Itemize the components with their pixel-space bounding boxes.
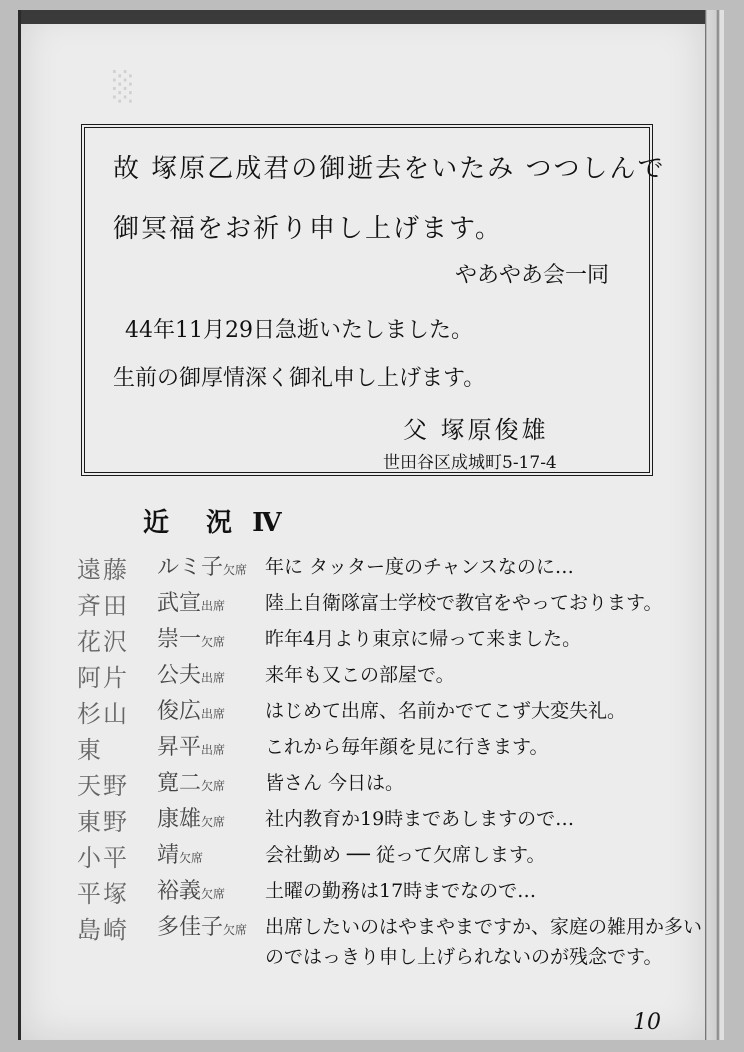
member-surname: 島崎 [77, 916, 129, 944]
notice-line-2: 御冥福をお祈り申し上げます。 [113, 214, 503, 244]
member-given-name [157, 802, 225, 833]
member-given-name [157, 622, 225, 653]
member-message: 昨年4月より東京に帰って来ました。 [265, 628, 582, 650]
notice-line-thanks: 生前の御厚情深く御礼申し上げます。 [113, 366, 486, 391]
member-message: はじめて出席、名前かでてこず大変失礼。 [265, 700, 627, 722]
attendance-status: 欠席 [201, 779, 226, 793]
list-item [77, 622, 697, 658]
notice-signature-father: 父 塚原俊雄 [403, 416, 549, 444]
attendance-status: 欠席 [201, 635, 226, 649]
member-message: 来年も又この部屋で。 [265, 664, 455, 686]
member-surname: 斉田 [77, 592, 129, 620]
member-message: 陸上自衛隊富士学校で教官をやっております。 [265, 592, 663, 614]
page-edge-right [702, 10, 724, 1040]
entry-list [77, 550, 703, 972]
list-item [77, 802, 697, 838]
list-item [77, 730, 697, 766]
member-given-text: ルミ子 [157, 555, 224, 580]
list-item [77, 874, 697, 910]
list-item [77, 658, 697, 694]
member-surname: 天野 [77, 772, 129, 800]
member-given-text: 武宣 [157, 591, 202, 616]
notice-line-date: 44年11月29日急逝いたしました。 [125, 318, 473, 343]
attendance-status: 欠席 [201, 887, 226, 901]
memorial-notice-box [81, 124, 666, 476]
member-given-text: 俊広 [157, 699, 202, 724]
attendance-status: 出席 [201, 707, 226, 721]
member-surname: 東 [77, 736, 103, 764]
attendance-status: 欠席 [223, 923, 248, 937]
notice-address: 世田谷区成城町5-17-4 [383, 453, 557, 473]
member-surname: 阿片 [77, 664, 129, 692]
member-surname: 小平 [77, 844, 129, 872]
member-given-name [157, 766, 225, 797]
attendance-status: 出席 [201, 671, 226, 685]
member-given-text: 崇一 [157, 627, 202, 652]
member-message: 年に タッター度のチャンスなのに… [265, 556, 574, 578]
member-given-text: 寛二 [157, 771, 202, 796]
member-surname: 東野 [77, 808, 129, 836]
member-given-name [157, 550, 247, 581]
member-given-name [157, 838, 203, 869]
member-given-name [157, 910, 247, 941]
member-message: 出席したいのはやまやまですか、家庭の雑用か多いのではっきり申し上げられないのが残念です。 [265, 916, 703, 968]
member-surname: 花沢 [77, 628, 129, 656]
member-surname: 平塚 [77, 880, 129, 908]
member-given-name [157, 586, 225, 617]
member-given-text: 公夫 [157, 663, 202, 688]
list-item [77, 586, 697, 622]
attendance-status: 欠席 [179, 851, 204, 865]
member-given-name [157, 694, 225, 725]
member-message: これから毎年顔を見に行きます。 [265, 736, 549, 758]
member-surname: 杉山 [77, 700, 129, 728]
member-given-name [157, 730, 225, 761]
section-number: Ⅳ [252, 508, 282, 538]
member-message: 土曜の勤務は17時までなので… [265, 880, 537, 902]
attendance-status: 出席 [201, 599, 226, 613]
attendance-status: 出席 [201, 743, 226, 757]
member-given-text: 昇平 [157, 735, 202, 760]
attendance-status: 欠席 [201, 815, 226, 829]
notice-line-1: 故 塚原乙成君の御逝去をいたみ つつしんで [113, 154, 666, 184]
list-item [77, 838, 697, 874]
member-given-name [157, 658, 225, 689]
attendance-status: 欠席 [223, 563, 248, 577]
member-given-text: 靖 [157, 843, 180, 868]
member-message: 社内教育か19時まであしますので… [265, 808, 575, 830]
section-title: 近 況 [143, 508, 247, 538]
list-item [77, 910, 703, 972]
member-given-name [157, 874, 225, 905]
member-surname: 遠藤 [77, 556, 129, 584]
member-given-text: 裕義 [157, 879, 202, 904]
section-heading [143, 502, 282, 539]
page-number: 10 [633, 1010, 661, 1035]
document-page [18, 10, 705, 1040]
bleed-through-mark: ░ [113, 70, 135, 103]
member-message: 会社勤め ── 従って欠席します。 [265, 844, 546, 866]
member-given-text: 康雄 [157, 807, 202, 832]
list-item [77, 694, 697, 730]
member-given-text: 多佳子 [157, 915, 224, 940]
member-message: 皆さん 今日は。 [265, 772, 405, 794]
notice-signature-group: やあやあ会一同 [455, 263, 610, 288]
list-item [77, 550, 697, 586]
page-edge-top [21, 10, 705, 24]
list-item [77, 766, 697, 802]
